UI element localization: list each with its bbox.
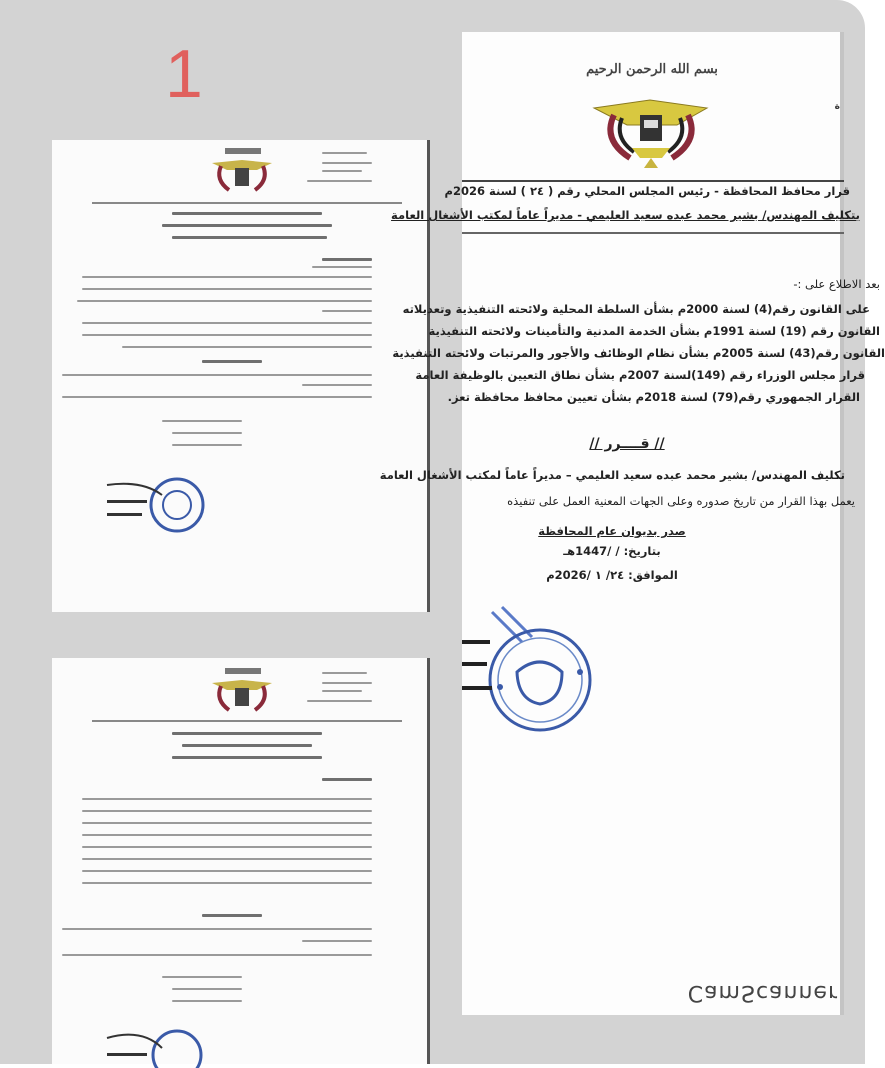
official-stamp-icon: [102, 1023, 212, 1068]
emblem-icon: [207, 668, 277, 713]
document-thumbnail-2[interactable]: [52, 658, 430, 1064]
yemen-emblem-icon: [592, 70, 712, 170]
reference-item: القانون رقم (19) لسنة 1991م بشأن الخدمة المدنية والتأمينات ولائحته التنفيذية: [428, 324, 880, 338]
basmala-calligraphy: بسم الله الرحمن الرحيم: [586, 62, 718, 77]
preamble: بعد الاطلاع على :-: [793, 277, 880, 291]
header-edge-text: ة: [834, 102, 840, 112]
hijri-date: بتاريخ: / /1447هـ: [563, 544, 661, 558]
reference-item: القانون رقم(43) لسنة 2005م بشأن نظام الوظائف والأجور والمرتبات ولائحته التنفيذية: [392, 346, 885, 360]
reference-item: قرار مجلس الوزراء رقم (149)لسنة 2007م بشأن نطاق التعيين بالوظيفة العامة: [415, 368, 865, 382]
camscanner-watermark: CamScanner: [687, 980, 838, 1005]
decision-title-line1: قرار محافظ المحافظة - رئيس المجلس المحلي رقم ( ٢٤ ) لسنة 2026م: [444, 184, 850, 198]
reference-item: على القانون رقم(4) لسنة 2000م بشأن السلطة المحلية ولائحته التنفيذية وتعديلاته: [402, 302, 870, 316]
decision-title-line2: بتكليف المهندس/ بشير محمد عبده سعيد العليمي - مديراً عاماً لمكتب الأشغال العامة: [391, 208, 860, 222]
image-number-label: 1: [165, 36, 203, 112]
issued-at: صدر بديوان عام المحافظة: [538, 524, 686, 538]
official-stamp-icon: [462, 602, 602, 732]
document-page-large[interactable]: [379, 32, 885, 1015]
emblem-icon: [207, 148, 277, 193]
document-thumbnail-1[interactable]: [52, 140, 430, 612]
gregorian-date: الموافق: ٢٤/ ١ /2026م: [546, 568, 678, 582]
official-stamp-icon: [102, 475, 212, 535]
article-1: تكليف المهندس/ بشير محمد عبده سعيد العليمي – مديراً عاماً لمكتب الأشغال العامة: [379, 468, 845, 482]
article-2: يعمل بهذا القرار من تاريخ صدوره وعلى الجهات المعنية العمل على تنفيذه: [507, 494, 855, 508]
decision-heading: // قــــرر //: [589, 436, 665, 452]
reference-item: القرار الجمهوري رقم(79) لسنة 2018م بشأن تعيين محافظ محافظة تعز.: [447, 390, 860, 404]
